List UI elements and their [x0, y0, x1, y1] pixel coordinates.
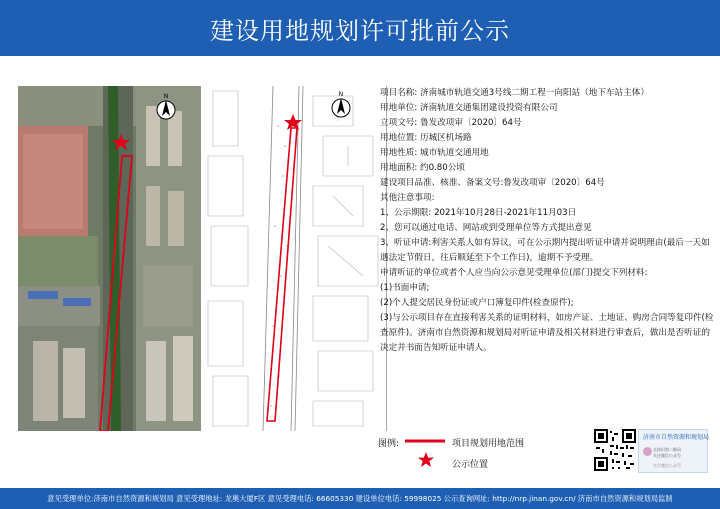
planning-drawing-image [203, 86, 387, 431]
land-area-label: 用地面积: [380, 163, 418, 173]
land-use-label: 用地性质: [380, 148, 418, 158]
planning-drawing-svg [203, 86, 386, 431]
legend-line-icon [405, 438, 445, 444]
land-use-row [380, 146, 715, 161]
project-name-value: 济南城市轨道交通3号线二期工程一向阳站（地下车站主体） [420, 88, 649, 98]
project-info-panel [380, 86, 715, 356]
badge-title: 济南市自然资源和规划局 [643, 434, 710, 441]
note-material-1: (1)书面申请; [380, 283, 430, 293]
satellite-map-svg [18, 86, 201, 431]
legend-star-label: 公示位置 [452, 460, 489, 470]
note-period: 1、公示期限: 2021年10月28日-2021年11月03日 [380, 208, 577, 218]
badge-line1: 长按识别二维码 [653, 447, 681, 452]
project-name-label: 项目名称: [380, 88, 418, 98]
filing-number-value: 鲁发改项审〔2020〕64号 [503, 178, 605, 188]
svg-text:N: N [163, 93, 169, 100]
satellite-map-image [18, 86, 201, 431]
badge-line3: 官方微信公众号 [653, 463, 681, 468]
header-banner [0, 0, 720, 56]
legend-line-label: 项目规划用地范围 [452, 439, 525, 449]
footer-text: 意见受理单位:济南市自然资源和规划局 意见受理地址: 龙奥大厦F区 意见受理电话: 66605330 建设单位电话: 59998025 公示查询网址: http://nrp.jinan.gov.cn/ 济南市自然资源和规划局监制 [47, 494, 673, 503]
legend-heading: 图例: [378, 439, 400, 449]
approval-number-row [380, 116, 715, 131]
badge-line2: 关注微信公众号 [653, 453, 681, 458]
footer-bar [0, 488, 720, 509]
land-area-row [380, 161, 715, 176]
land-unit-row [380, 101, 715, 116]
project-name-row [380, 86, 715, 101]
land-use-value: 城市轨道交通用地 [420, 148, 489, 158]
note-material-3: (3)与公示项目存在直接利害关系的证明材料，如房产证、土地证、购房合同等复印件(检查原件)。济南市自然资源和规划局对听证申请及相关材料进行审查后，做出是否听证的决定并书面告知听证申请人。 [380, 313, 714, 353]
filing-number-row [380, 176, 715, 191]
note-material-2: (2)个人提交居民身份证或户口簿复印件(检查原件); [380, 298, 574, 308]
notes-heading: 其他注意事项: [380, 193, 435, 203]
land-unit-value: 济南轨道交通集团建设投资有限公司 [420, 103, 558, 113]
land-unit-label: 用地单位: [380, 103, 418, 113]
approval-number-value: 鲁发改项审〔2020〕64号 [420, 118, 522, 128]
legend-star-icon [417, 451, 435, 469]
wechat-badge [638, 429, 708, 473]
land-location-label: 用地位置: [380, 133, 418, 143]
note-feedback: 2、您可以通过电话、网站或到受理单位等方式提出意见 [380, 223, 592, 233]
filing-number-label: 建设项目品准、核准、备案文号: [380, 178, 504, 188]
qr-code-image [594, 429, 636, 471]
badge-logo-icon [643, 447, 652, 456]
approval-number-label: 立项文号: [380, 118, 418, 128]
note-materials-intro: 申请听证的单位或者个人应当向公示意见受理单位(部门)提交下列材料: [380, 268, 648, 278]
land-location-row [380, 131, 715, 146]
note-hearing: 3、听证申请:利害关系人如有异议，可在公示期内提出听证申请并说明理由(最后一天如遇法定节假日，往后顺延至下个工作日)，逾期不予受理。 [380, 238, 710, 263]
land-location-value: 历城区机场路 [420, 133, 472, 143]
qr-code-svg [594, 429, 636, 471]
page-title: 建设用地规划许可批前公示 [210, 16, 510, 45]
land-area-value: 约0.80公顷 [420, 163, 465, 173]
svg-text:N: N [338, 91, 344, 98]
